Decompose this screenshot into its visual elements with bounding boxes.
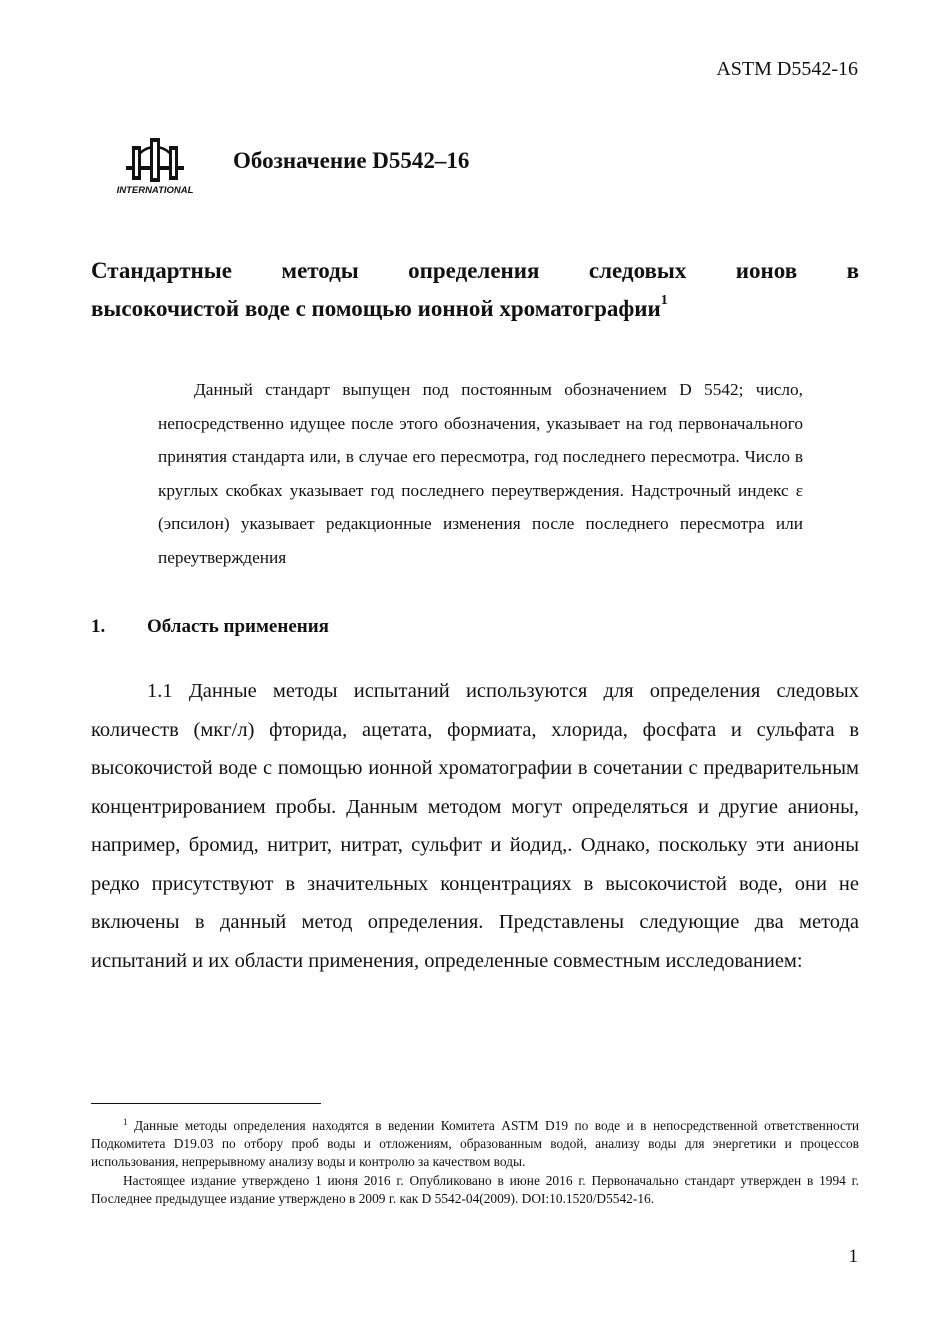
title-line-2: высокочистой воде с помощью ионной хроматографии <box>91 296 661 321</box>
section-heading <box>91 616 329 638</box>
logo-org-name: INTERNATIONAL <box>116 185 194 196</box>
section-number: 1. <box>91 616 106 637</box>
astm-logo-icon <box>112 128 198 198</box>
designation-title: Обозначение D5542–16 <box>233 148 470 173</box>
footnote-marker: 1 <box>123 1117 128 1127</box>
title-footnote-ref[interactable]: 1 <box>660 293 668 308</box>
footnote-divider <box>91 1103 321 1104</box>
footnote-2: Настоящее издание утверждено 1 июня 2016 г. Опубликовано в июне 2016 г. Первоначально стандарт утвержден в 1994 г. Последнее предыдущее издание утверждено в 2009 г. как D 5542-04(2009). DOI:10.1520/D5542-16. <box>91 1172 859 1206</box>
document-title <box>91 252 859 328</box>
page-number: 1 <box>848 1246 858 1267</box>
title-line-1: Стандартные методы определения следовых ионов в <box>91 258 859 283</box>
footnotes <box>91 1117 859 1208</box>
footnote-1 <box>91 1117 859 1172</box>
footnote-1-text: Данные методы определения находятся в ведении Комитета ASTM D19 по воде и в непосредственной ответственности Подкомитета D19.03 по отбору проб воды и отложениям, образованным водой, анализу воды для энергетики и процессов использования, непрерывному анализу воды и контролю за качеством воды. <box>91 1118 859 1170</box>
section-paragraph-1-1: 1.1 Данные методы испытаний используются для определения следовых количеств (мкг/л) фторида, ацетата, формиата, хлорида, фосфата и сульфата в высокочистой воде с помощью ионной хроматографии в сочетании с предварительным концентрированием пробы. Данным методом могут определяться и другие анионы, например, бромид, нитрит, нитрат, сульфит и йодид,. Однако, поскольку эти анионы редко присутствуют в значительных концентрациях в высокочистой воде, они не включены в данный метод определения. Представлены следующие два метода испытаний и их области применения, определенные совместным исследованием: <box>91 680 859 972</box>
astm-international-logo <box>112 128 198 198</box>
standard-code-header: ASTM D5542-16 <box>716 58 858 80</box>
preamble-paragraph: Данный стандарт выпущен под постоянным обозначением D 5542; число, непосредственно идущее после этого обозначения, указывает на год первоначального принятия стандарта или, в случае его пересмотра, год последнего пересмотра. Число в круглых скобках указывает год последнего переутверждения. Надстрочный индекс ε (эпсилон) указывает редакционные изменения после последнего пересмотра или переутверждения <box>158 380 803 567</box>
section-heading-text: Область применения <box>147 616 329 637</box>
